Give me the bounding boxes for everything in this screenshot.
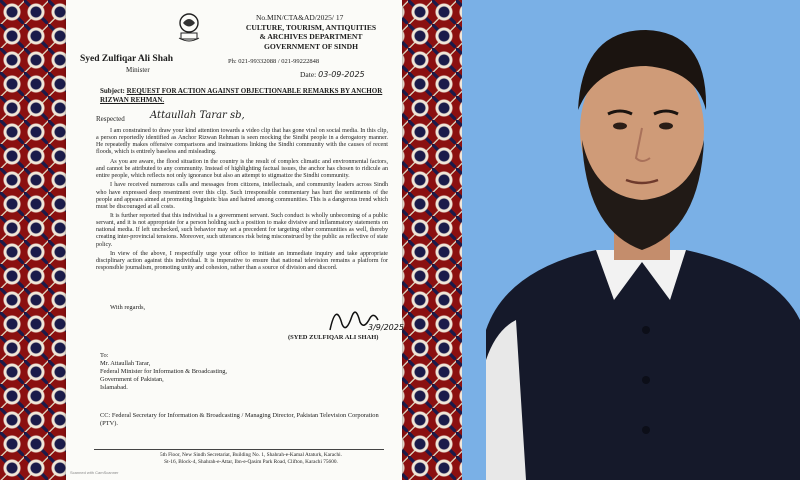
minister-title: Minister: [126, 66, 150, 74]
date-value: 03-09-2025: [318, 70, 365, 79]
sindh-emblem-icon: [176, 12, 202, 44]
minister-name: Syed Zulfiqar Ali Shah: [80, 54, 174, 64]
minister-portrait: [486, 0, 800, 480]
letter-body: [96, 128, 388, 275]
department-heading: CULTURE, TOURISM, ANTIQUITIES & ARCHIVES DEPARTMENT GOVERNMENT OF SINDH: [245, 23, 377, 51]
greeting-respected: Respected: [96, 115, 125, 123]
body-paragraph: In view of the above, I respectfully urge your office to initiate an immediate inquiry and take appropriate disciplinary action against this individual. It is imperative to ensure that national television remains a platform for responsible journalism, promoting unity and cohesion, rather than a source of division and discord.: [96, 251, 388, 272]
handwritten-salutation: Attaullah Tarar sb,: [150, 110, 245, 121]
body-paragraph: As you are aware, the flood situation in the country is the result of complex climatic and environmental factors, and cannot be attributed to any community. Instead of highlighting factual issues, the anchor has chosen to ridicule an entire people, which reflects not only ignorance but also an attempt to stigmatize the Sindhi community.: [96, 158, 388, 179]
body-paragraph: I have received numerous calls and messages from citizens, intellectuals, and community leaders across Sindh who have expressed deep resentment over this clip. Such irresponsible commentary has hurt the sentiments of the people and appears aimed at promoting linguistic bias and hatred among communities. This is a dangerous trend which must be discouraged at all costs.: [96, 182, 388, 210]
subject-line: Subject: REQUEST FOR ACTION AGAINST OBJECTIONABLE REMARKS BY ANCHOR RIZWAN REHMAN.: [100, 87, 383, 104]
reference-number: No.MIN/CTA&AD/2025/ 17: [256, 13, 344, 22]
body-paragraph: It is further reported that this individual is a government servant. Such conduct is wholly unbecoming of a public servant, and it is not appropriate for a person holding such a position to make divisive and inflammatory statements on national media. If left unchecked, such behavior may set a precedent for targeting other communities as well, thereby creating inter-provincial tensions. Moreover, such utterances risk being misconstrued by the public as reflective of state policy.: [96, 213, 388, 248]
phone-numbers: Ph: 021-99332088 / 021-99222848: [228, 58, 320, 65]
letter-document: [66, 0, 402, 480]
recipient-address: To: Mr. Attaullah Tarar, Federal Minister for Information & Broadcasting, Government of Pakistan, Islamabad.: [100, 352, 228, 391]
closing-regards: With regards,: [110, 304, 146, 311]
footer-address: 5th Floor, New Sindh Secretariat, Building No. 1, Shahrah-e-Kamal Ataturk, Karachi. St-16, Block-4, Shahrah-e-Attar, Ibn-e-Qasim Park Road, Clifton, Karachi 75600.: [160, 452, 342, 465]
svg-text:3/9/2025: 3/9/2025: [368, 323, 404, 332]
subject-text: REQUEST FOR ACTION AGAINST OBJECTIONABLE REMARKS BY ANCHOR RIZWAN REHMAN.: [100, 87, 383, 104]
footer-divider: [94, 449, 384, 450]
letter-date: Date: 03-09-2025: [300, 70, 365, 79]
cc-line: CC: Federal Secretary for Information & Broadcasting / Managing Director, Pakistan Television Corporation (PTV).: [100, 412, 379, 427]
body-paragraph: I am constrained to draw your kind attention towards a video clip that has gone viral on social media. In this clip, a person reportedly identified as Anchor Rizwan Rehman is seen mocking the Sindhi people in a derogatory manner. He repeatedly makes offensive comparisons and insinuations linking the Sindhi community with the causes of recent floods, which is entirely baseless and misleading.: [96, 128, 388, 156]
scanner-watermark: Scanned with CamScanner: [70, 470, 119, 475]
signatory-name: (SYED ZULFIQAR ALI SHAH): [288, 334, 379, 341]
